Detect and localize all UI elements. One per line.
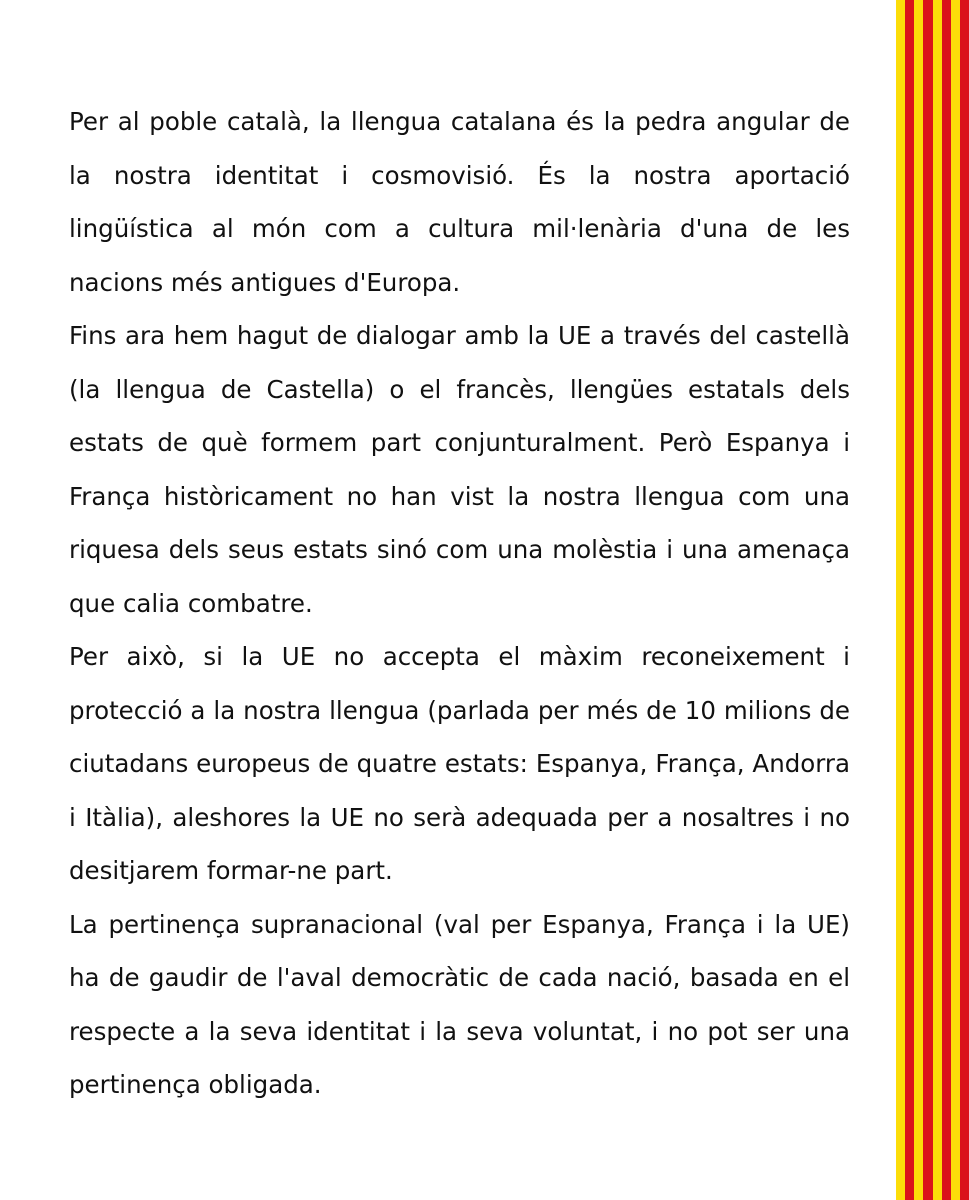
senyera-flag-stripes <box>896 0 969 1200</box>
flag-stripe-red <box>960 0 969 1200</box>
flag-stripe-yellow <box>896 0 905 1200</box>
paragraph-1: Per al poble català, la llengua catalana és la pedra angular de la nostra identitat i cosmovisió. És la nostra aportació lingüística al món com a cultura mil·lenària d'una de les nacions més antigues d'Europa. <box>69 107 850 297</box>
paragraph-4: La pertinença supranacional (val per Espanya, França i la UE) ha de gaudir de l'aval democràtic de cada nació, basada en el respecte a la seva identitat i la seva voluntat, i no pot ser una pertinença obligada. <box>69 909 850 1099</box>
flag-stripe-red <box>923 0 932 1200</box>
flag-stripe-yellow <box>914 0 923 1200</box>
paragraph-2: Fins ara hem hagut de dialogar amb la UE a través del castellà (la llengua de Castella) o el francès, llengües estatals dels estats de què formem part conjunturalment. Però Espanya i França històricament no han vist la nostra llengua com una riquesa dels seus estats sinó com una molèstia i una amenaça que calia combatre. <box>69 321 850 618</box>
flag-stripe-red <box>942 0 951 1200</box>
flag-stripe-yellow <box>951 0 960 1200</box>
flag-stripe-yellow <box>933 0 942 1200</box>
paragraph-3: Per això, si la UE no accepta el màxim reconeixement i protecció a la nostra llengua (parlada per més de 10 milions de ciutadans europeus de quatre estats: Espanya, França, Andorra i Itàlia), aleshores la UE no serà adequada per a nosaltres i no desitjarem formar-ne part. <box>69 642 850 885</box>
flag-stripe-red <box>905 0 914 1200</box>
body-text <box>69 95 850 1112</box>
